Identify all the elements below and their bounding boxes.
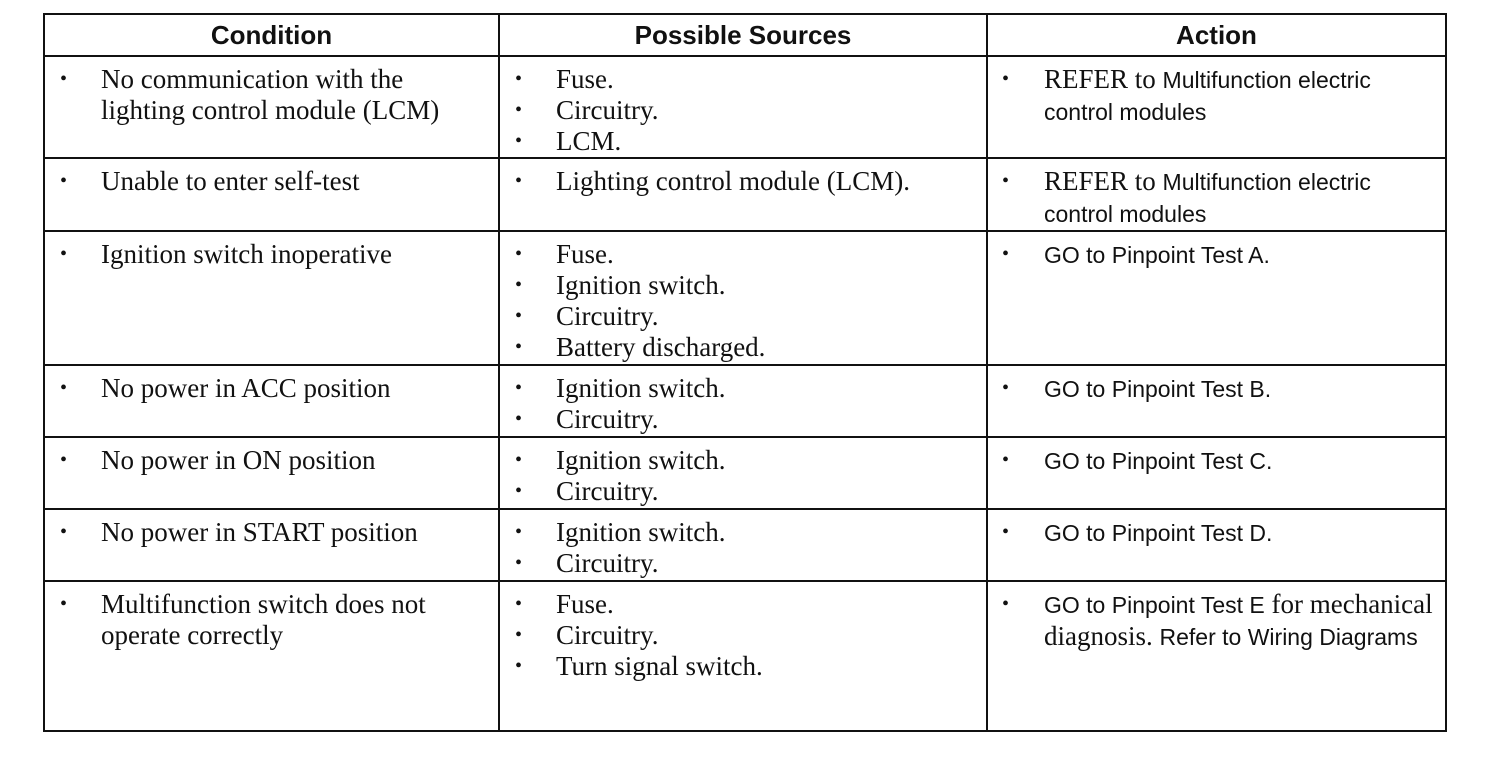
condition-cell: • Multifunction switch does not operate correctly	[44, 581, 499, 731]
action-detail-text: for mechanical diagnosis.	[1044, 589, 1433, 651]
header-row	[44, 14, 1446, 56]
action-cell: • GO to Pinpoint Test A.	[987, 231, 1446, 365]
action-refer-link-text: Refer to Wiring Diagrams	[1159, 624, 1418, 650]
sources-cell: • Fuse. • Ignition switch. • Circuitry. • Battery discharged.	[499, 231, 987, 365]
condition-text: Unable to enter self-test	[101, 166, 360, 196]
condition-text: No power in START position	[101, 517, 418, 547]
sources-cell: • Fuse. • Circuitry. • LCM.	[499, 56, 987, 158]
condition-text: No communication with the lighting control module (LCM)	[101, 64, 440, 125]
condition-text: No power in ACC position	[101, 373, 391, 403]
table-row	[44, 56, 1446, 158]
source-item: Circuitry.	[556, 301, 659, 331]
condition-text: Ignition switch inoperative	[101, 239, 392, 269]
table-row	[44, 365, 1446, 437]
source-item: Battery discharged.	[556, 332, 766, 362]
condition-cell: • Unable to enter self-test	[44, 158, 499, 231]
source-item: Circuitry.	[556, 476, 659, 506]
action-link-text: GO to Pinpoint Test B.	[1044, 376, 1272, 402]
condition-text: Multifunction switch does not operate correctly	[101, 589, 426, 650]
action-cell: • GO to Pinpoint Test C.	[987, 437, 1446, 509]
sources-cell: • Ignition switch. • Circuitry.	[499, 437, 987, 509]
action-cell: • GO to Pinpoint Test E for mechanical diagnosis. Refer to Wiring Diagrams	[987, 581, 1446, 731]
table-row	[44, 509, 1446, 581]
condition-text: No power in ON position	[101, 445, 376, 475]
condition-cell: • No power in ON position	[44, 437, 499, 509]
source-item: Fuse.	[556, 589, 614, 619]
table-row	[44, 231, 1446, 365]
action-refer-text: REFER to	[1044, 64, 1156, 94]
header-possible-sources: Possible Sources	[499, 14, 987, 56]
source-item: Ignition switch.	[556, 373, 726, 403]
source-item: LCM.	[556, 126, 622, 156]
table-row	[44, 437, 1446, 509]
source-item: Circuitry.	[556, 620, 659, 650]
source-item: Circuitry.	[556, 404, 659, 434]
source-item: Turn signal switch.	[556, 651, 763, 681]
diagnosis-table	[43, 13, 1447, 732]
action-cell: • GO to Pinpoint Test D.	[987, 509, 1446, 581]
condition-cell: • No communication with the lighting control module (LCM)	[44, 56, 499, 158]
sources-cell: • Ignition switch. • Circuitry.	[499, 509, 987, 581]
source-item: Ignition switch.	[556, 517, 726, 547]
table-row	[44, 158, 1446, 231]
sources-cell: • Ignition switch. • Circuitry.	[499, 365, 987, 437]
sources-cell: • Lighting control module (LCM).	[499, 158, 987, 231]
action-link-text: GO to Pinpoint Test D.	[1044, 520, 1273, 546]
condition-cell: • Ignition switch inoperative	[44, 231, 499, 365]
header-condition: Condition	[44, 14, 499, 56]
source-item: Ignition switch.	[556, 270, 726, 300]
source-item: Fuse.	[556, 239, 614, 269]
condition-cell: • No power in START position	[44, 509, 499, 581]
condition-cell: • No power in ACC position	[44, 365, 499, 437]
action-link-text: GO to Pinpoint Test A.	[1044, 242, 1270, 268]
source-item: Ignition switch.	[556, 445, 726, 475]
action-cell: • GO to Pinpoint Test B.	[987, 365, 1446, 437]
action-cell: • REFER to Multifunction electric control modules	[987, 158, 1446, 231]
header-action: Action	[987, 14, 1446, 56]
action-link-text: Multifunction electric control modules	[1044, 67, 1371, 125]
source-item: Fuse.	[556, 64, 614, 94]
action-refer-text: REFER to	[1044, 166, 1156, 196]
table-row	[44, 581, 1446, 731]
sources-cell: • Fuse. • Circuitry. • Turn signal switch.	[499, 581, 987, 731]
source-item: Circuitry.	[556, 548, 659, 578]
action-link-text: GO to Pinpoint Test C.	[1044, 448, 1273, 474]
source-item: Lighting control module (LCM).	[556, 166, 910, 196]
action-link-text: GO to Pinpoint Test E	[1044, 592, 1265, 618]
source-item: Circuitry.	[556, 95, 659, 125]
action-link-text: Multifunction electric control modules	[1044, 169, 1371, 227]
action-cell: • REFER to Multifunction electric control modules	[987, 56, 1446, 158]
